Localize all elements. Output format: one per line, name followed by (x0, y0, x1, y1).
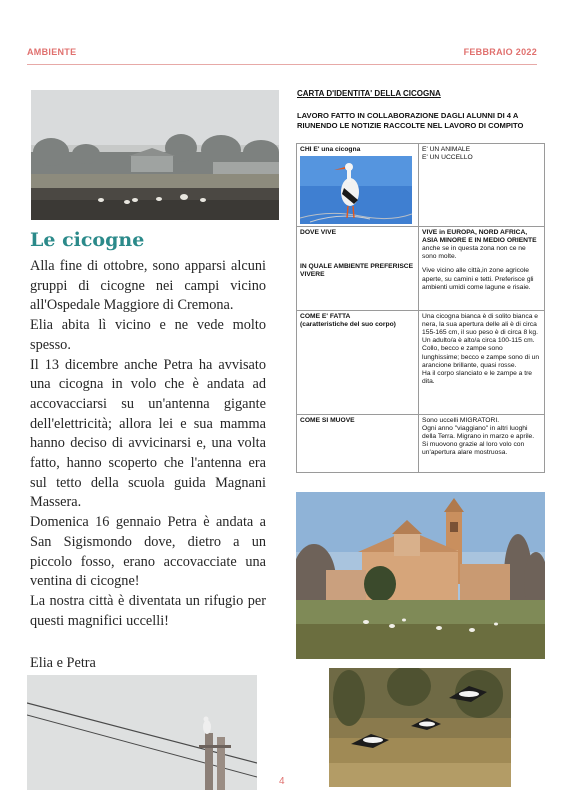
issue-date: FEBBRAIO 2022 (463, 47, 537, 57)
article-body (30, 257, 266, 631)
article-paragraph: Domenica 16 gennaio Petra è andata a San Sigismondo dove, dietro a un piccolo fosso, erano accovacciate una ventina di cicogne! (30, 514, 266, 590)
article-paragraph: La nostra città è diventata un rifugio per questi magnifici uccelli! (30, 592, 266, 629)
table-cell-answer (419, 415, 545, 473)
article-title: Le cicogne (30, 229, 145, 251)
table-row (297, 144, 545, 227)
photo-church-storks (296, 492, 545, 659)
answer-line: Ha il corpo slanciato e le zampe a tre dita. (422, 369, 533, 385)
table-cell-question (297, 144, 419, 227)
photo-stork-antenna (27, 675, 257, 790)
answer-line: VIVE in EUROPA, NORD AFRICA, ASIA MINORE E IN MEDIO ORIENTE (422, 229, 537, 245)
answer-line: E' UN UCCELLO (422, 154, 473, 162)
question-label: IN QUALE AMBIENTE PREFERISCE VIVERE (300, 263, 414, 279)
page-number: 4 (279, 776, 285, 787)
identity-card-table (296, 143, 545, 473)
photo-storks-field (31, 90, 279, 220)
table-cell-answer (419, 311, 545, 415)
table-cell-answer (419, 227, 545, 311)
question-label: COME E' FATTA (300, 313, 351, 321)
answer-line: Vive vicino alle città,in zone agricole aperte, su camini e tetti. Preferisce gli ambienti umidi come lagune e risaie. (422, 267, 534, 291)
question-label: DOVE VIVE (300, 229, 337, 237)
card-subtitle: LAVORO FATTO IN COLLABORAZIONE DAGLI ALUNNI DI 4 A RIUNENDO LE NOTIZIE RACCOLTE NEL LAVORO DI COMPITO (297, 111, 524, 130)
table-row (297, 227, 545, 311)
answer-line: Ogni anno "viaggiano" in altri luoghi della Terra. Migrano in marzo e aprile. (422, 425, 535, 441)
answer-line: Sono uccelli MIGRATORI. (422, 417, 500, 425)
article-paragraph: Alla fine di ottobre, sono apparsi alcuni gruppi di cicogne nei campi vicino all'Ospedale Maggiore di Cremona. (30, 258, 266, 314)
table-cell-question (297, 415, 419, 473)
article-paragraph: Il 13 dicembre anche Petra ha avvisato una cicogna in volo che è andata ad accovacciarsi su un'antenna gigante dell'elettricità; allora lei e sua mamma hanno deciso di avvicinarsi e, una volta fatto, hanno scoperto che l'antenna era sul tetto della scuola guida Magnani Massera. (30, 356, 266, 511)
article-paragraph: Elia abita lì vicino e ne vede molto spesso. (30, 317, 266, 353)
answer-line: Collo, becco e zampe sono lunghissime; becco e zampe sono di un arancione brillante, quasi rosse. (422, 345, 540, 369)
question-label: CHI E' una cicogna (300, 146, 361, 153)
answer-line: Un adulto/a è alto/a circa 100-115 cm. (422, 337, 535, 345)
question-label: COME SI MUOVE (300, 417, 355, 425)
table-cell-question (297, 227, 419, 311)
answer-line: anche se in questa zona non ce ne sono molte. (422, 245, 526, 261)
card-title: CARTA D'IDENTITA' DELLA CICOGNA (297, 89, 441, 98)
section-label: AMBIENTE (27, 47, 77, 57)
table-row (297, 311, 545, 415)
answer-line: Una cicogna bianca è di solito bianca e nera, la sua apertura delle ali è di circa 155-165 cm, il suo peso è di circa 8 kg. (422, 313, 538, 337)
header-rule (27, 64, 537, 65)
question-sublabel: (caratteristiche del suo corpo) (300, 321, 396, 329)
answer-line: Si muovono grazie al loro volo con un'apertura alare mostruosa. (422, 441, 525, 457)
photo-stork-portrait (300, 156, 412, 224)
article-signature: Elia e Petra (30, 655, 96, 671)
table-cell-answer (419, 144, 545, 227)
answer-line: E' UN ANIMALE (422, 146, 471, 153)
table-cell-question (297, 311, 419, 415)
photo-storks-flight (329, 668, 511, 787)
table-row (297, 415, 545, 473)
